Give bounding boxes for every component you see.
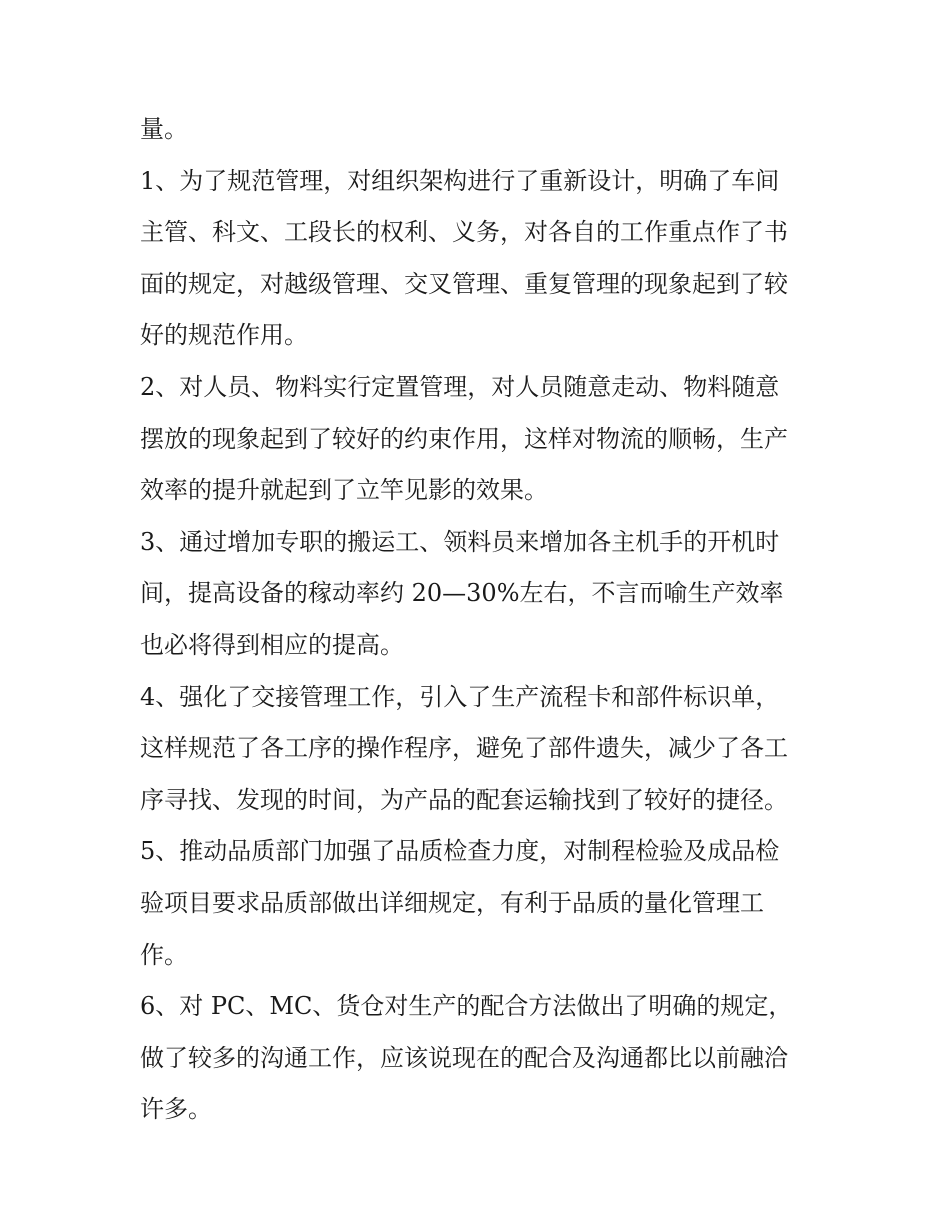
text-line: 主管、科文、工段长的权利、义务，对各自的工作重点作了书 bbox=[140, 218, 788, 247]
text-line: 许多。 bbox=[140, 1095, 212, 1124]
body-text bbox=[140, 104, 820, 1136]
text-line: 也必将得到相应的提高。 bbox=[140, 630, 404, 659]
text-line: 6、对 PC、MC、货仓对生产的配合方法做出了明确的规定， bbox=[140, 992, 793, 1021]
text-line: 3、通过增加专职的搬运工、领料员来增加各主机手的开机时 bbox=[140, 527, 780, 556]
text-line: 效率的提升就起到了立竿见影的效果。 bbox=[140, 476, 548, 505]
text-line: 做了较多的沟通工作，应该说现在的配合及沟通都比以前融洽 bbox=[140, 1043, 788, 1072]
text-line: 好的规范作用。 bbox=[140, 321, 308, 350]
text-line: 面的规定，对越级管理、交叉管理、重复管理的现象起到了较 bbox=[140, 269, 788, 298]
text-line: 间，提高设备的稼动率约 20—30%左右，不言而喻生产效率 bbox=[140, 579, 784, 608]
text-line: 1、为了规范管理，对组织架构进行了重新设计，明确了车间 bbox=[140, 166, 780, 195]
text-line: 序寻找、发现的时间，为产品的配套运输找到了较好的捷径。 bbox=[140, 785, 788, 814]
text-line: 作。 bbox=[140, 940, 188, 969]
text-line: 量。 bbox=[140, 115, 188, 143]
text-line: 摆放的现象起到了较好的约束作用，这样对物流的顺畅，生产 bbox=[140, 424, 788, 453]
text-line: 验项目要求品质部做出详细规定，有利于品质的量化管理工 bbox=[140, 888, 764, 917]
text-line: 5、推动品质部门加强了品质检查力度，对制程检验及成品检 bbox=[140, 837, 780, 866]
text-line: 这样规范了各工序的操作程序，避免了部件遗失，减少了各工 bbox=[140, 734, 788, 763]
text-line: 2、对人员、物料实行定置管理，对人员随意走动、物料随意 bbox=[140, 372, 780, 401]
text-line: 4、强化了交接管理工作，引入了生产流程卡和部件标识单， bbox=[140, 682, 780, 711]
